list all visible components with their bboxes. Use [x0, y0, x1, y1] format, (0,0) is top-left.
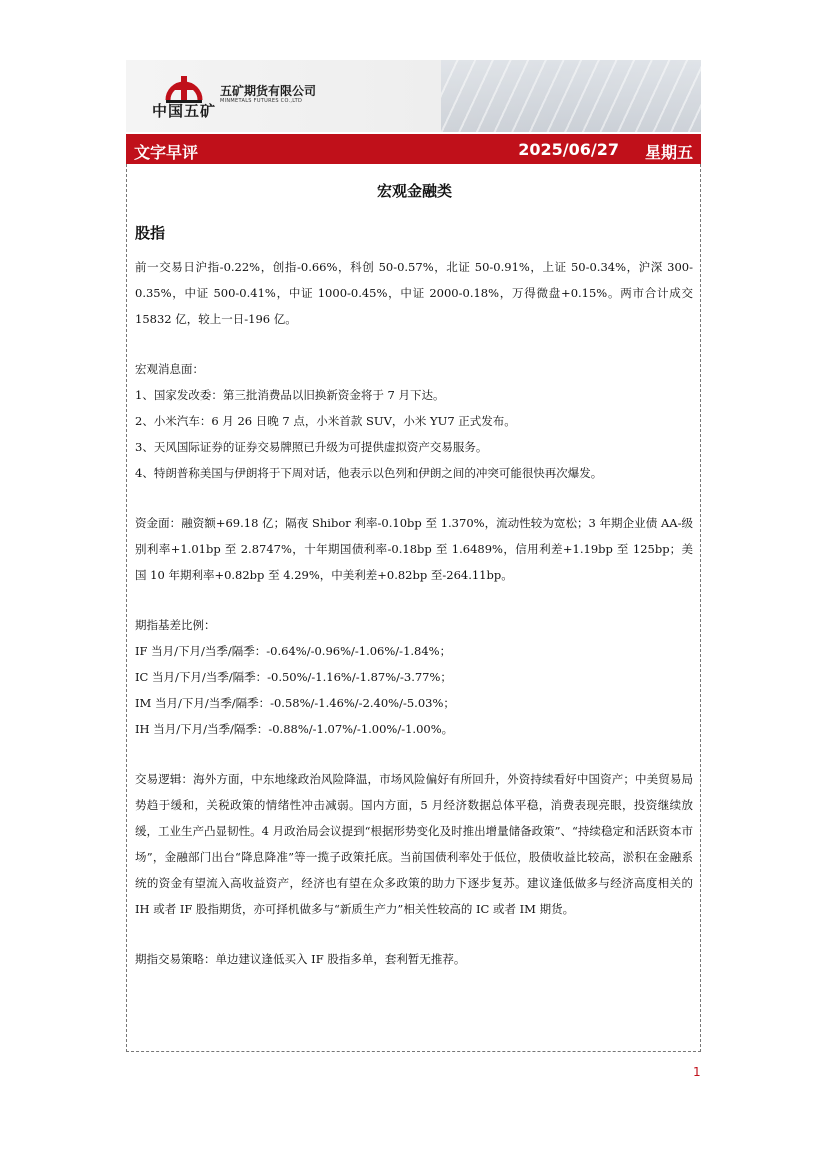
basis-item: IM 当月/下月/当季/隔季：-0.58%/-1.46%/-2.40%/-5.03%；	[135, 696, 455, 710]
funding-paragraph: 资金面：融资额+69.18 亿；隔夜 Shibor 利率-0.10bp 至 1.370%，流动性较为宽松；3 年期企业债 AA-级别利率+1.01bp 至 2.8747%，十年期国债利率-0.18bp 至 1.6489%，信用利差+1.19bp 至 125bp；美国 10 年期利率+0.82bp 至 4.29%，中美利差+0.82bp 至-264.11bp。	[135, 516, 693, 582]
report-body	[135, 254, 693, 972]
title-bar	[126, 134, 701, 164]
company-name-en: MINMETALS FUTURES CO.,LTD	[220, 98, 303, 104]
report-weekday: 星期五	[644, 143, 693, 162]
basis-item: IF 当月/下月/当季/隔季：-0.64%/-0.96%/-1.06%/-1.84%；	[135, 644, 452, 658]
macro-news-item: 2、小米汽车：6 月 26 日晚 7 点，小米首款 SUV，小米 YU7 正式发布。	[135, 414, 516, 428]
report-date: 2025/06/27	[518, 140, 619, 159]
macro-news-title: 宏观消息面：	[135, 362, 204, 376]
section-title: 宏观金融类	[376, 182, 452, 200]
trading-logic-paragraph: 交易逻辑：海外方面，中东地缘政治风险降温，市场风险偏好有所回升，外资持续看好中国资产；中美贸易局势趋于缓和，关税政策的情绪性冲击减弱。国内方面，5 月经济数据总体平稳，消费表现亮眼，投资继续放缓，工业生产凸显韧性。4 月政治局会议提到“根据形势变化及时推出增量储备政策”、“持续稳定和活跃资本市场”，金融部门出台“降息降准”等一揽子政策托底。当前国债利率处于低位，股债收益比较高，淤积在金融系统的资金有望流入高收益资产，经济也有望在众多政策的助力下逐步复苏。建议逢低做多与经济高度相关的 IH 或者 IF 股指期货，亦可择机做多与“新质生产力”相关性较高的 IC 或者 IM 期货。	[135, 772, 693, 916]
macro-news-item: 4、特朗普称美国与伊朗将于下周对话，他表示以色列和伊朗之间的冲突可能很快再次爆发。	[135, 466, 603, 480]
macro-news-item: 3、天风国际证券的证券交易牌照已升级为可提供虚拟资产交易服务。	[135, 440, 488, 454]
header-banner	[126, 60, 701, 132]
basis-title: 期指基差比例：	[135, 618, 216, 632]
report-type-label: 文字早评	[134, 143, 199, 162]
basis-item: IH 当月/下月/当季/隔季：-0.88%/-1.07%/-1.00%/-1.00%。	[135, 722, 454, 736]
trading-strategy-paragraph: 期指交易策略：单边建议逢低买入 IF 股指多单，套利暂无推荐。	[135, 952, 466, 966]
minmetals-logo-icon	[164, 70, 204, 104]
content-box	[126, 164, 701, 1052]
logo-text: 中国五矿	[152, 102, 217, 120]
banner-decoration	[441, 60, 701, 132]
macro-news-item: 1、国家发改委：第三批消费品以旧换新资金将于 7 月下达。	[135, 388, 445, 402]
company-name-cn: 五矿期货有限公司	[220, 84, 317, 98]
page-number: 1	[693, 1065, 701, 1079]
market-summary-paragraph: 前一交易日沪指-0.22%，创指-0.66%，科创 50-0.57%，北证 50-0.91%，上证 50-0.34%，沪深 300-0.35%，中证 500-0.41%，中证 1000-0.45%，中证 2000-0.18%，万得微盘+0.15%。两市合计成交 15832 亿，较上一日-196 亿。	[135, 260, 693, 326]
section-subtitle: 股指	[135, 224, 166, 242]
basis-item: IC 当月/下月/当季/隔季：-0.50%/-1.16%/-1.87%/-3.77%；	[135, 670, 452, 684]
